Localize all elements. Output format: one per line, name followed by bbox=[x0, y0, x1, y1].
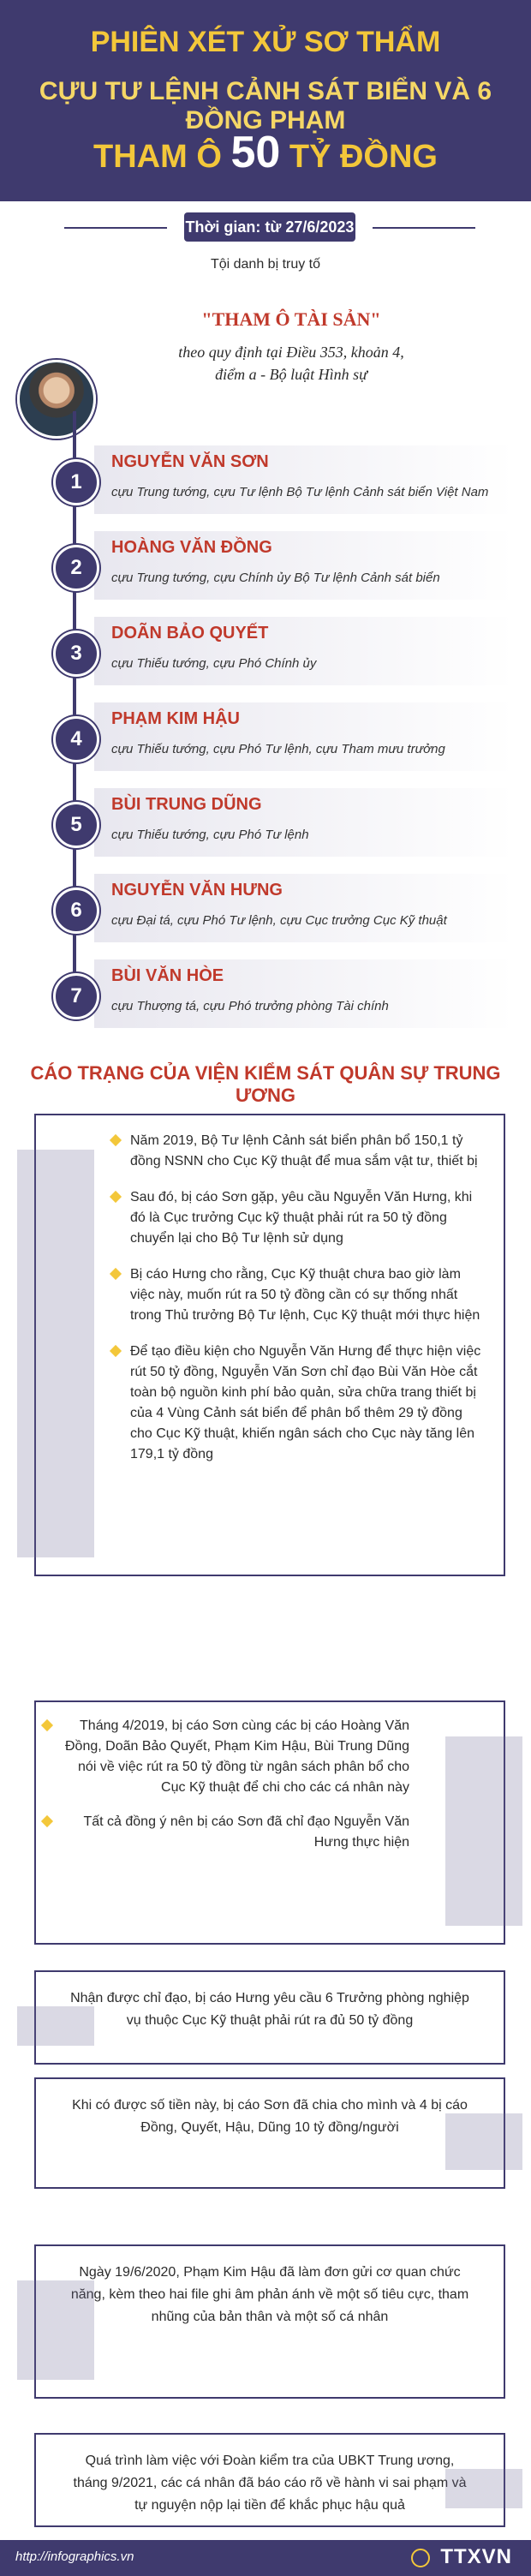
indictment-text: Quá trình làm việc với Đoàn kiểm tra của UBKT Trung ương, tháng 9/2021, các cá nhân đã báo cáo rõ về hành vi sai phạm và tự nguyện nộp lại tiền để khắc phục hậu quả bbox=[73, 2453, 467, 2513]
defendant-role: cựu Đại tá, cựu Phó Tư lệnh, cựu Cục trưởng Cục Kỹ thuật bbox=[111, 913, 447, 928]
defendant-1 bbox=[70, 445, 514, 514]
diamond-bullet-icon bbox=[110, 1268, 122, 1280]
defendant-name: DOÃN BẢO QUYẾT bbox=[111, 624, 269, 643]
charge-law-line-1: theo quy định tại Điều 353, khoản 4, bbox=[178, 344, 404, 361]
indictment-text: Nhận được chỉ đạo, bị cáo Hưng yêu cầu 6 Trưởng phòng nghiệp vụ thuộc Cục Kỹ thuật phải rút ra đủ 50 tỷ đồng bbox=[70, 1991, 469, 2028]
defendant-role: cựu Trung tướng, cựu Tư lệnh Bộ Tư lệnh Cảnh sát biển Việt Nam bbox=[111, 485, 489, 499]
indictment-text: Để tạo điều kiện cho Nguyễn Văn Hưng để thực hiện việc rút 50 tỷ đồng, Nguyễn Văn Sơn chỉ đạo Bùi Văn Hòe cắt toàn bộ nguồn kinh phí bảo quản, sửa chữa trang thiết bị của 4 Vùng Cảnh sát biển để phân bổ thêm 29 tỷ đồng cho Cục Kỹ thuật, khiến ngân sách cho Cục này tăng lên 179,1 tỷ đồng bbox=[130, 1344, 481, 1461]
defendant-number: 1 bbox=[53, 459, 99, 505]
indictment-card-5 bbox=[34, 2244, 505, 2399]
indictment-text: Sau đó, bị cáo Sơn gặp, yêu cầu Nguyễn Văn Hưng, khi đó là Cục trưởng Cục kỹ thuật phải rút ra 50 tỷ đồng chuyển lại cho Bộ Tư lệnh sử dụng bbox=[130, 1190, 473, 1246]
defendant-4 bbox=[70, 702, 514, 771]
ttxvn-logo-icon bbox=[411, 2549, 430, 2567]
defendant-number: 4 bbox=[53, 716, 99, 762]
diamond-bullet-icon bbox=[110, 1134, 122, 1146]
indictment-card-6 bbox=[34, 2433, 505, 2527]
indictment-text: Ngày 19/6/2020, Phạm Kim Hậu đã làm đơn gửi cơ quan chức năng, kèm theo hai file ghi âm phản ánh về một số tiêu cực, tham nhũng của bản thân và một số cá nhân bbox=[70, 2265, 469, 2324]
defendant-number: 6 bbox=[53, 888, 99, 934]
indictment-text: Bị cáo Hưng cho rằng, Cục Kỹ thuật chưa bao giờ làm việc này, muốn rút ra 50 tỷ đồng cần có sự thống nhất trong Thủ trưởng Bộ Tư lệnh, Cục Kỹ thuật mới thực hiện bbox=[130, 1267, 480, 1323]
indictment-card-3 bbox=[34, 1970, 505, 2065]
defendant-role: cựu Thiếu tướng, cựu Phó Tư lệnh bbox=[111, 828, 309, 842]
indictment-text: Năm 2019, Bộ Tư lệnh Cảnh sát biển phân bổ 150,1 tỷ đồng NSNN cho Cục Kỹ thuật để mua sắm vật tư, thiết bị bbox=[130, 1133, 478, 1168]
defendant-number: 2 bbox=[53, 545, 99, 591]
defendant-7 bbox=[70, 959, 514, 1028]
title-suffix: TỶ ĐỒNG bbox=[280, 139, 438, 175]
defendant-photo bbox=[17, 360, 96, 439]
charge-title: "THAM Ô TÀI SẢN" bbox=[201, 308, 381, 330]
defendant-6 bbox=[70, 874, 514, 942]
title-amount: 50 bbox=[230, 128, 281, 177]
ttxvn-logo: TTXVN bbox=[440, 2545, 512, 2568]
defendant-name: BÙI VĂN HÒE bbox=[111, 966, 224, 985]
defendant-number: 3 bbox=[53, 631, 99, 677]
indictment-card-2 bbox=[34, 1700, 505, 1945]
defendant-name: BÙI TRUNG DŨNG bbox=[111, 795, 262, 814]
defendant-role: cựu Thiếu tướng, cựu Phó Chính ủy bbox=[111, 656, 317, 671]
footer bbox=[0, 2540, 531, 2576]
indictment-item bbox=[130, 1264, 486, 1326]
charge-law bbox=[120, 341, 462, 386]
defendant-name: NGUYỄN VĂN HƯNG bbox=[111, 881, 283, 900]
defendant-3 bbox=[70, 617, 514, 685]
defendant-number: 7 bbox=[53, 973, 99, 1019]
defendant-2 bbox=[70, 531, 514, 600]
time-badge: Thời gian: từ 27/6/2023 bbox=[184, 212, 355, 242]
indictment-text: Tất cả đồng ý nên bị cáo Sơn đã chỉ đạo Nguyễn Văn Hưng thực hiện bbox=[83, 1814, 409, 1850]
indictment-item bbox=[130, 1342, 486, 1465]
defendant-name: NGUYỄN VĂN SƠN bbox=[111, 452, 269, 471]
diamond-bullet-icon bbox=[110, 1345, 122, 1357]
defendant-5 bbox=[70, 788, 514, 857]
indictment-text: Tháng 4/2019, bị cáo Sơn cùng các bị cáo Hoàng Văn Đồng, Doãn Bảo Quyết, Phạm Kim Hậu, Bùi Trung Dũng nói về việc rút ra 50 tỷ đồng từ ngân sách phân bổ cho Cục Kỹ thuật để chi cho các cá nhân này bbox=[65, 1718, 409, 1795]
title-line-3 bbox=[0, 127, 531, 178]
defendant-role: cựu Thiếu tướng, cựu Phó Tư lệnh, cựu Tham mưu trưởng bbox=[111, 742, 445, 756]
indictment-item bbox=[62, 1716, 409, 1798]
diamond-bullet-icon bbox=[41, 1815, 53, 1827]
defendant-number: 5 bbox=[53, 802, 99, 848]
section-title: CÁO TRẠNG CỦA VIỆN KIỂM SÁT QUÂN SỰ TRUNG ƯƠNG bbox=[30, 1062, 501, 1106]
title-line-2: CỰU TƯ LỆNH CẢNH SÁT BIỂN VÀ 6 ĐỒNG PHẠM bbox=[39, 77, 492, 134]
indictment-item bbox=[130, 1131, 486, 1172]
defendant-name: HOÀNG VĂN ĐỒNG bbox=[111, 538, 272, 557]
defendant-role: cựu Thượng tá, cựu Phó trưởng phòng Tài chính bbox=[111, 999, 389, 1013]
indictment-item bbox=[62, 1812, 409, 1853]
diamond-bullet-icon bbox=[110, 1191, 122, 1203]
indictment-text: Khi có được số tiền này, bị cáo Sơn đã chia cho mình và 4 bị cáo Đồng, Quyết, Hậu, Dũng 10 tỷ đồng/người bbox=[72, 2098, 468, 2135]
defendant-role: cựu Trung tướng, cựu Chính ủy Bộ Tư lệnh Cảnh sát biển bbox=[111, 571, 440, 585]
indictment-card-1 bbox=[34, 1114, 505, 1576]
footer-url-link[interactable]: http://infographics.vn bbox=[15, 2549, 134, 2564]
diamond-bullet-icon bbox=[41, 1719, 53, 1731]
indictment-item bbox=[130, 1187, 486, 1249]
defendant-name: PHẠM KIM HẬU bbox=[111, 709, 240, 728]
title-line-1: PHIÊN XÉT XỬ SƠ THẨM bbox=[90, 26, 441, 58]
charge-intro: Tội danh bị truy tố bbox=[210, 257, 321, 272]
title-prefix: THAM Ô bbox=[93, 139, 231, 175]
indictment-card-4 bbox=[34, 2077, 505, 2189]
charge-law-line-2: điểm a - Bộ luật Hình sự bbox=[215, 366, 367, 383]
